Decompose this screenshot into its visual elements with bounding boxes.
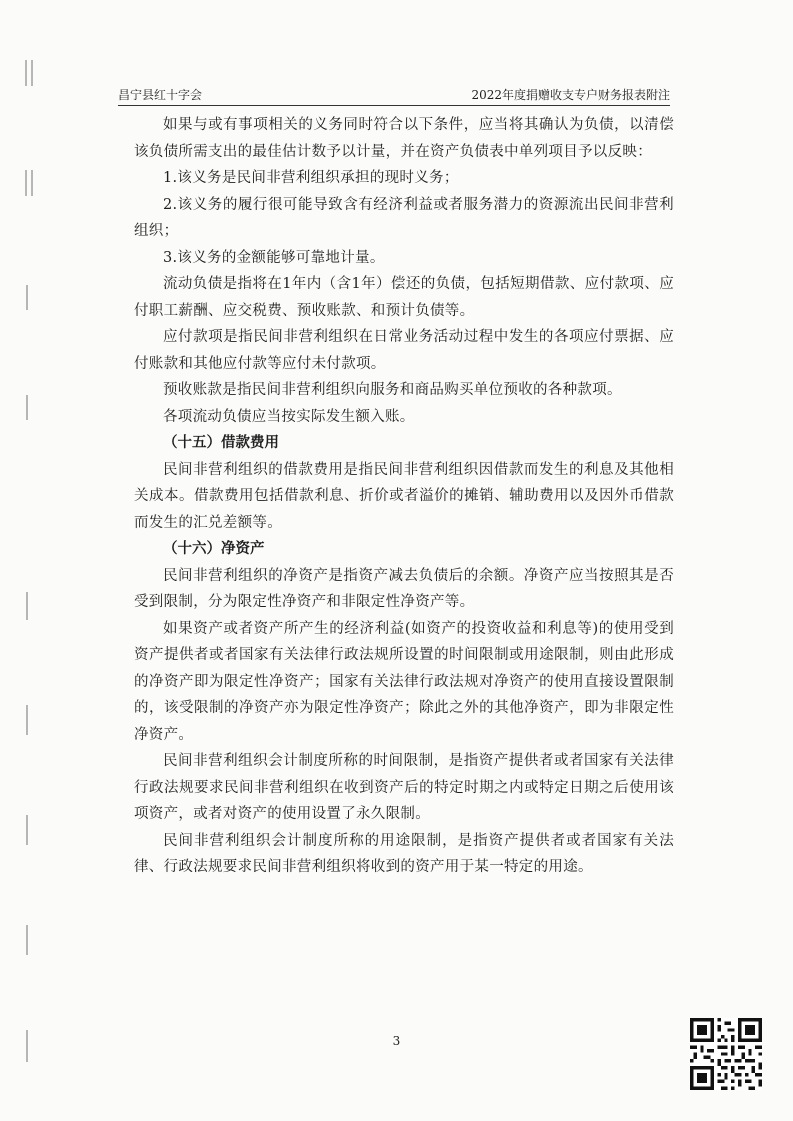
page-header [118,85,670,106]
binding-marks [18,0,40,1121]
paragraph-borrowing-costs: 民间非营利组织的借款费用是指民间非营利组织因借款而发生的利息及其他相关成本。借款费用包括借款利息、折价或者溢价的摊销、辅助费用以及因外币借款而发生的汇兑差额等。 [134,461,674,531]
paragraph-current-liabilities: 流动负债是指将在1年内（含1年）偿还的负债，包括短期借款、应付款项、应付职工薪酬、应交税费、预收账款、和预计负债等。 [134,276,674,319]
section-heading-borrowing-costs: （十五）借款费用 [163,434,279,451]
paragraph-payables: 应付款项是指民间非营利组织在日常业务活动过程中发生的各项应付票据、应付账款和其他应付款等应付未付款项。 [134,329,674,372]
binding-mark [26,60,32,86]
condition-item-2: 2.该义务的履行很可能导致含有经济利益或者服务潜力的资源流出民间非营利组织； [134,196,674,239]
page-number: 3 [392,1034,401,1048]
binding-mark [26,170,32,196]
section-heading-net-assets: （十六）净资产 [163,540,265,557]
paragraph-contingent-liability: 如果与或有事项相关的义务同时符合以下条件，应当将其确认为负债，以清偿该负债所需支出的最佳估计数予以计量，并在资产负债表中单列项目予以反映： [134,117,674,160]
paragraph-restricted-net-assets: 如果资产或者资产所产生的经济利益(如资产的投资收益和利息等)的使用受到资产提供者或者国家有关法律行政法规所设置的时间限制或用途限制，则由此形成的净资产即为限定性净资产；国家有关法律行政法规对净资产的使用直接设置限制的，该受限制的净资产亦为限定性净资产；除此之外的其他净资产，即为非限定性净资产。 [134,620,674,743]
body-text [134,112,674,881]
paragraph-net-assets: 民间非营利组织的净资产是指资产减去负债后的余额。净资产应当按照其是否受到限制，分为限定性净资产和非限定性净资产等。 [134,567,674,610]
header-organization: 昌宁县红十字会 [118,88,203,102]
paragraph-time-restriction: 民间非营利组织会计制度所称的时间限制，是指资产提供者或者国家有关法律行政法规要求民间非营利组织在收到资产后的特定时期之内或特定日期之后使用该项资产，或者对资产的使用设置了永久限制。 [134,753,674,822]
paragraph-purpose-restriction: 民间非营利组织会计制度所称的用途限制，是指资产提供者或者国家有关法律、行政法规要求民间非营利组织将收到的资产用于某一特定的用途。 [134,832,674,875]
condition-item-3: 3.该义务的金额能够可靠地计量。 [163,249,385,266]
condition-item-1: 1.该义务是民间非营利组织承担的现时义务； [163,170,459,186]
header-report-title: 2022年度捐赠收支专户财务报表附注 [471,88,670,102]
qr-code [690,1018,762,1090]
paragraph-recording: 各项流动负债应当按实际发生额入账。 [163,408,415,425]
paragraph-advance-receipts: 预收账款是指民间非营利组织向服务和商品购买单位预收的各种款项。 [163,382,622,398]
